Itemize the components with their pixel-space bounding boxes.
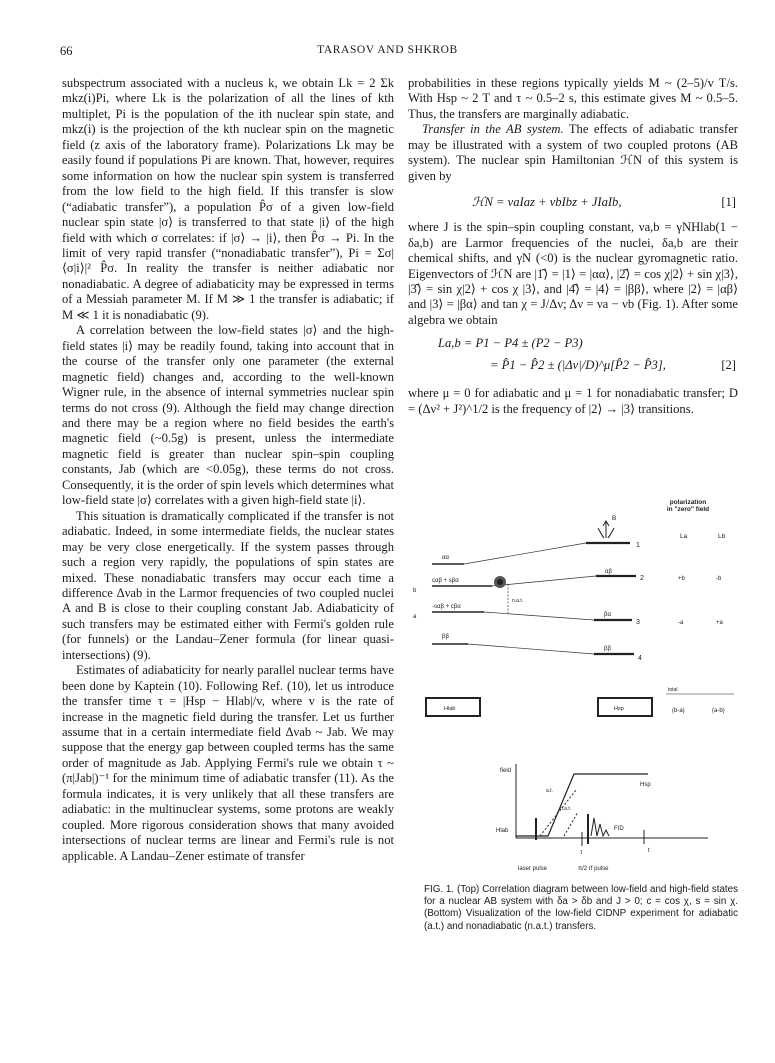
laser-pulse-label: laser pulse: [518, 866, 548, 872]
paragraph: where J is the spin–spin coupling constant, νa,b = γNHlab(1 − δa,b) are Larmor frequencies of the nuclei, δa,b are their chemical shifts, and γN (<0) is the nuclear gyromagnetic ratio. Eigenvectors of ℋN are |1̂⟩ = |1⟩ = |αα⟩, |2̂⟩ = cos χ|2⟩ + sin χ|3⟩, |3̂⟩ = sin χ|2⟩ + cos χ |3⟩, and |4̂⟩ = |4⟩ = |ββ⟩, where |2⟩ = |αβ⟩ and |3⟩ = |βα⟩ and tan χ = J/Δν; Δν = νa − νb (Fig. 1). After some algebra we obtain: [408, 220, 738, 327]
caption-text: (Top) Correlation diagram between low-field and high-field states for a nuclear AB system with δa > δb and J > 0; c = cos χ, s = sin χ. (Bottom) Visualization of the low-field CIDNP experiment for adiabatic (a.t.) and nonadiabatic (n.a.t.) transfers.: [424, 884, 738, 932]
state-label: αβ: [605, 569, 612, 575]
rf-pulse-label: π/2 rf pulse: [578, 866, 609, 872]
tau-label: τ: [580, 850, 583, 856]
figure-caption: [424, 884, 738, 933]
equation-2: [408, 336, 738, 380]
figure-1: [408, 496, 738, 882]
state-label: ββ: [604, 646, 611, 652]
state-label: -sαβ + cβα: [432, 604, 461, 610]
level-number: 3: [636, 619, 640, 626]
correlation-line: [464, 543, 586, 564]
state-label: cαβ + sβα: [432, 578, 459, 584]
side-label: a: [413, 614, 417, 620]
time-label: t: [648, 848, 650, 854]
polarization-total: (b-a): [672, 708, 685, 714]
equation-number: [1]: [721, 195, 736, 210]
state-label: αα: [442, 555, 449, 561]
paragraph: probabilities in these regions typically yields M ~ (2–5)/v T/s. With Hsp ~ 2 T and τ ~ 0.5–2 s, this estimate gives M ~ 0.5–5. Thus, the transfers are marginally adiabatic.: [408, 76, 738, 121]
polarization-value: +b: [678, 576, 685, 582]
equation-line: La,b = P1 − P4 ± (P2 − P3): [438, 336, 583, 351]
section-heading: Transfer in the AB system.: [422, 122, 564, 137]
correlation-line: [484, 612, 594, 620]
bottom-Hsp-label: Hsp: [640, 782, 651, 788]
fid-label: FID: [614, 826, 624, 832]
polarization-total: (a-b): [712, 708, 725, 714]
fid-signal: [591, 818, 609, 836]
zero-field-header: in "zero" field: [666, 506, 710, 513]
total-label: total: [668, 687, 678, 693]
paragraph: A correlation between the low-field states |σ⟩ and the high-field states |i⟩ may be readily found, taking into account that in the course of the transfer only one parameter (the external magnetic field) changes and, according to the well-known Wigner rule, in the absence of internal symmetries nuclear spin terms do not cross (9). Although the field may change direction and there may be a region where no field besides the earth's magnetic field (~0.5g) is present, unless the intermediate magnetic field is greater than nuclear spin–spin coupling constants, Jab (which are <0.05g), these terms do not cross. Consequently, it is the order of spin levels which determines what low-field state |σ⟩ correlates with a given high-field state |i⟩.: [62, 323, 394, 508]
correlation-line: [468, 644, 594, 654]
bottom-Hlab-label: Hlab: [496, 828, 509, 834]
paragraph: This situation is dramatically complicated if the transfer is not adiabatic. Indeed, in some intermediate fields, the nuclear states may be very close energetically. If the system passes through such a region very rapidly, the populations of spin states are mixed. These nonadiabatic transfers may occur each time a difference Δνab in the Larmor frequencies of two coupled nuclei A and B is close to their coupling constant Jab. Adiabaticity of such transfers may be estimated either with Fermi's golden rule (for funnels) or the Landau–Zener formula (for linear quasi-intersections) (9).: [62, 508, 394, 662]
polarization-value: +a: [716, 620, 723, 626]
equation-1: [408, 192, 738, 214]
nat-label: n.a.t.: [560, 806, 572, 812]
nonadiabatic-path: [564, 812, 578, 836]
running-header: [60, 44, 715, 60]
magnet-label: Hlab: [444, 706, 456, 712]
state-label: βα: [604, 612, 611, 618]
figure-drawing: [408, 496, 738, 882]
right-column: [408, 76, 738, 417]
level-number: 4: [638, 655, 642, 662]
running-title: TARASOV AND SHKROB: [317, 44, 458, 56]
state-label: ββ: [442, 634, 449, 640]
left-column: [62, 76, 394, 864]
polarization-value: -a: [678, 620, 684, 626]
magnet-high-field: [598, 698, 652, 716]
level-number: 1: [636, 542, 640, 549]
level-number: 2: [640, 575, 644, 582]
at-label: a.t.: [546, 788, 553, 794]
paragraph: where μ = 0 for adiabatic and μ = 1 for nonadiabatic transfer; D = (Δν² + J²)^1/2 is the frequency of |2⟩ → |3⟩ transitions.: [408, 386, 738, 416]
correlation-line: [492, 576, 596, 586]
bottom-field-label: field: [500, 768, 512, 774]
column-label-La: La: [680, 533, 688, 540]
paragraph: subspectrum associated with a nucleus k, we obtain Lk = 2 Σk mkz(i)Pi, where Lk is the polarization of all the lines of kth multiplet, Pi is the population of the ith nuclear spin state, and mkz(i) is the projection of the kth nuclear spin on the magnetic field (z axis of the laboratory frame). Polarizations Lk may be easily found if populations Pi are known. That, however, requires some information on how the nuclear spin system is transferred from the low field to the high field. If this transfer is slow (“adiabatic transfer”), a population P̂σ of a given low-field nuclear spin state |σ⟩ is transferred to that state |i⟩ of the high field with which σ correlates: if |σ⟩ → |i⟩, then P̂σ → Pi. In the limit of very rapid transfer (“nonadiabatic transfer”), Pi = Σσ|⟨σ|i⟩|² P̂σ. In reality the transfer is neither adiabatic nor nonadiabatic. A degree of adiabaticity may be expressed in terms of a Messiah parameter M. If M ≫ 1 the transfer is adiabatic; if M ≪ 1 it is nonadiabatic (9).: [62, 76, 394, 322]
page-number: 66: [60, 44, 73, 58]
field-arrow-icon: [598, 521, 614, 538]
paragraph-body: The effects of adiabatic transfer may be illustrated with a system of two coupled protons (AB system). The nuclear spin Hamiltonian ℋN of this system is given by: [408, 122, 738, 183]
magnet-label: Hsp: [614, 706, 624, 712]
adiabatic-path: [540, 790, 576, 836]
column-label-Lb: Lb: [718, 533, 726, 540]
polarization-header: polarization: [669, 499, 707, 506]
paragraph: Estimates of adiabaticity for nearly parallel nuclear terms have been done by Kaptein (10). Following Ref. (10), let us introduce the transfer time τ = |Hsp − Hlab|/v, where v is the rate of increase in the magnetic field during the transfer. Let us further assume that in a certain intermediate field Δνab ~ Jab. We may suppose that the energy gap between coupled terms has the same order of magnitude as Jab. Applying Fermi's rule we obtain τ ~ (π|Jab|)⁻¹ for the minimum time of adiabatic transfer (11). As the formula indicates, it is very unlikely that all these transfers are adiabatic: in the multinuclear systems, some protons are weakly coupled. More rigorous consideration shows that many avoided intersections of nuclear terms are linear and Fermi's rule is not applicable. A Landau–Zener estimate of transfer: [62, 663, 394, 863]
equation-number: [2]: [721, 358, 736, 373]
paragraph: [408, 122, 738, 184]
population-core-icon: [497, 579, 503, 585]
side-label: b: [413, 588, 417, 594]
nat-label: n.a.t.: [512, 598, 524, 604]
field-axis-label: B: [612, 515, 617, 522]
equation-text: ℋN = νaIaz + νbIbz + JIaIb,: [472, 195, 622, 210]
equation-line: = P̂1 − P̂2 ± (|Δν|/D)^μ[P̂2 − P̂3],: [490, 358, 666, 373]
polarization-value: -b: [716, 576, 722, 582]
caption-label: FIG. 1.: [424, 884, 455, 895]
